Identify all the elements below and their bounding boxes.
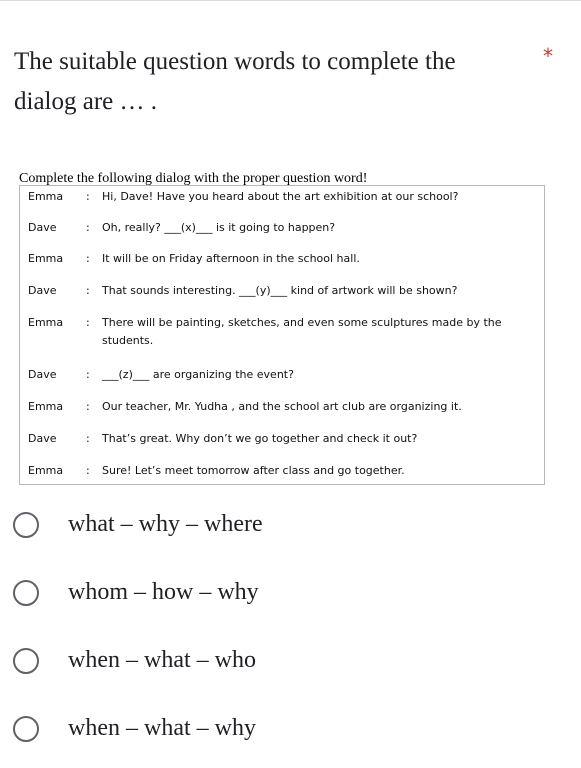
radio-button[interactable] (13, 512, 39, 538)
option-label: what – why – where (68, 511, 263, 537)
dialog-line: It will be on Friday afternoon in the school hall. (102, 252, 360, 265)
option-3[interactable] (0, 634, 581, 694)
dialog-speaker: Emma (28, 464, 64, 477)
dialog-colon: : (86, 400, 90, 413)
option-1[interactable] (0, 498, 581, 558)
dialog-colon: : (86, 464, 90, 477)
question-title (14, 42, 514, 122)
dialog-line: There will be painting, sketches, and even some sculptures made by the students. (102, 316, 502, 347)
dialog-colon: : (86, 368, 90, 381)
dialog-colon: : (86, 252, 90, 265)
dialog-line: Our teacher, Mr. Yudha , and the school art club are organizing it. (102, 400, 462, 413)
radio-button[interactable] (13, 716, 39, 742)
dialog-colon: : (86, 432, 90, 445)
option-2[interactable] (0, 566, 581, 626)
radio-button[interactable] (13, 580, 39, 606)
question-title-line-2: dialog are … . (14, 88, 158, 115)
top-divider (0, 0, 581, 1)
dialog-line: Hi, Dave! Have you heard about the art exhibition at our school? (102, 190, 459, 203)
option-4[interactable] (0, 702, 581, 762)
dialog-speaker: Emma (28, 190, 64, 203)
radio-button[interactable] (13, 648, 39, 674)
dialog-colon: : (86, 190, 90, 203)
dialog-line: Sure! Let’s meet tomorrow after class and go together. (102, 464, 405, 477)
option-label: when – what – why (68, 715, 256, 741)
option-label: whom – how – why (68, 579, 259, 605)
dialog-heading: Complete the following dialog with the proper question word! (19, 171, 368, 186)
dialog-line: That sounds interesting. ___(y)___ kind of artwork will be shown? (102, 284, 458, 297)
dialog-speaker: Dave (28, 284, 57, 297)
dialog-speaker: Dave (28, 221, 57, 234)
required-asterisk: * (543, 44, 553, 68)
option-label: when – what – who (68, 647, 256, 673)
question-title-line-1: The suitable question words to complete the (14, 48, 456, 75)
dialog-speaker: Emma (28, 400, 64, 413)
dialog-line: Oh, really? ___(x)___ is it going to happen? (102, 221, 336, 234)
dialog-colon: : (86, 316, 90, 329)
dialog-colon: : (86, 284, 90, 297)
dialog-colon: : (86, 221, 90, 234)
dialog-line: ___(z)___ are organizing the event? (102, 368, 294, 381)
dialog-speaker: Dave (28, 432, 57, 445)
dialog-speaker: Emma (28, 252, 64, 265)
dialog-image (19, 172, 547, 488)
dialog-line: That’s great. Why don’t we go together and check it out? (102, 432, 418, 445)
dialog-speaker: Dave (28, 368, 57, 381)
dialog-speaker: Emma (28, 316, 64, 329)
dialog-table (19, 185, 545, 485)
